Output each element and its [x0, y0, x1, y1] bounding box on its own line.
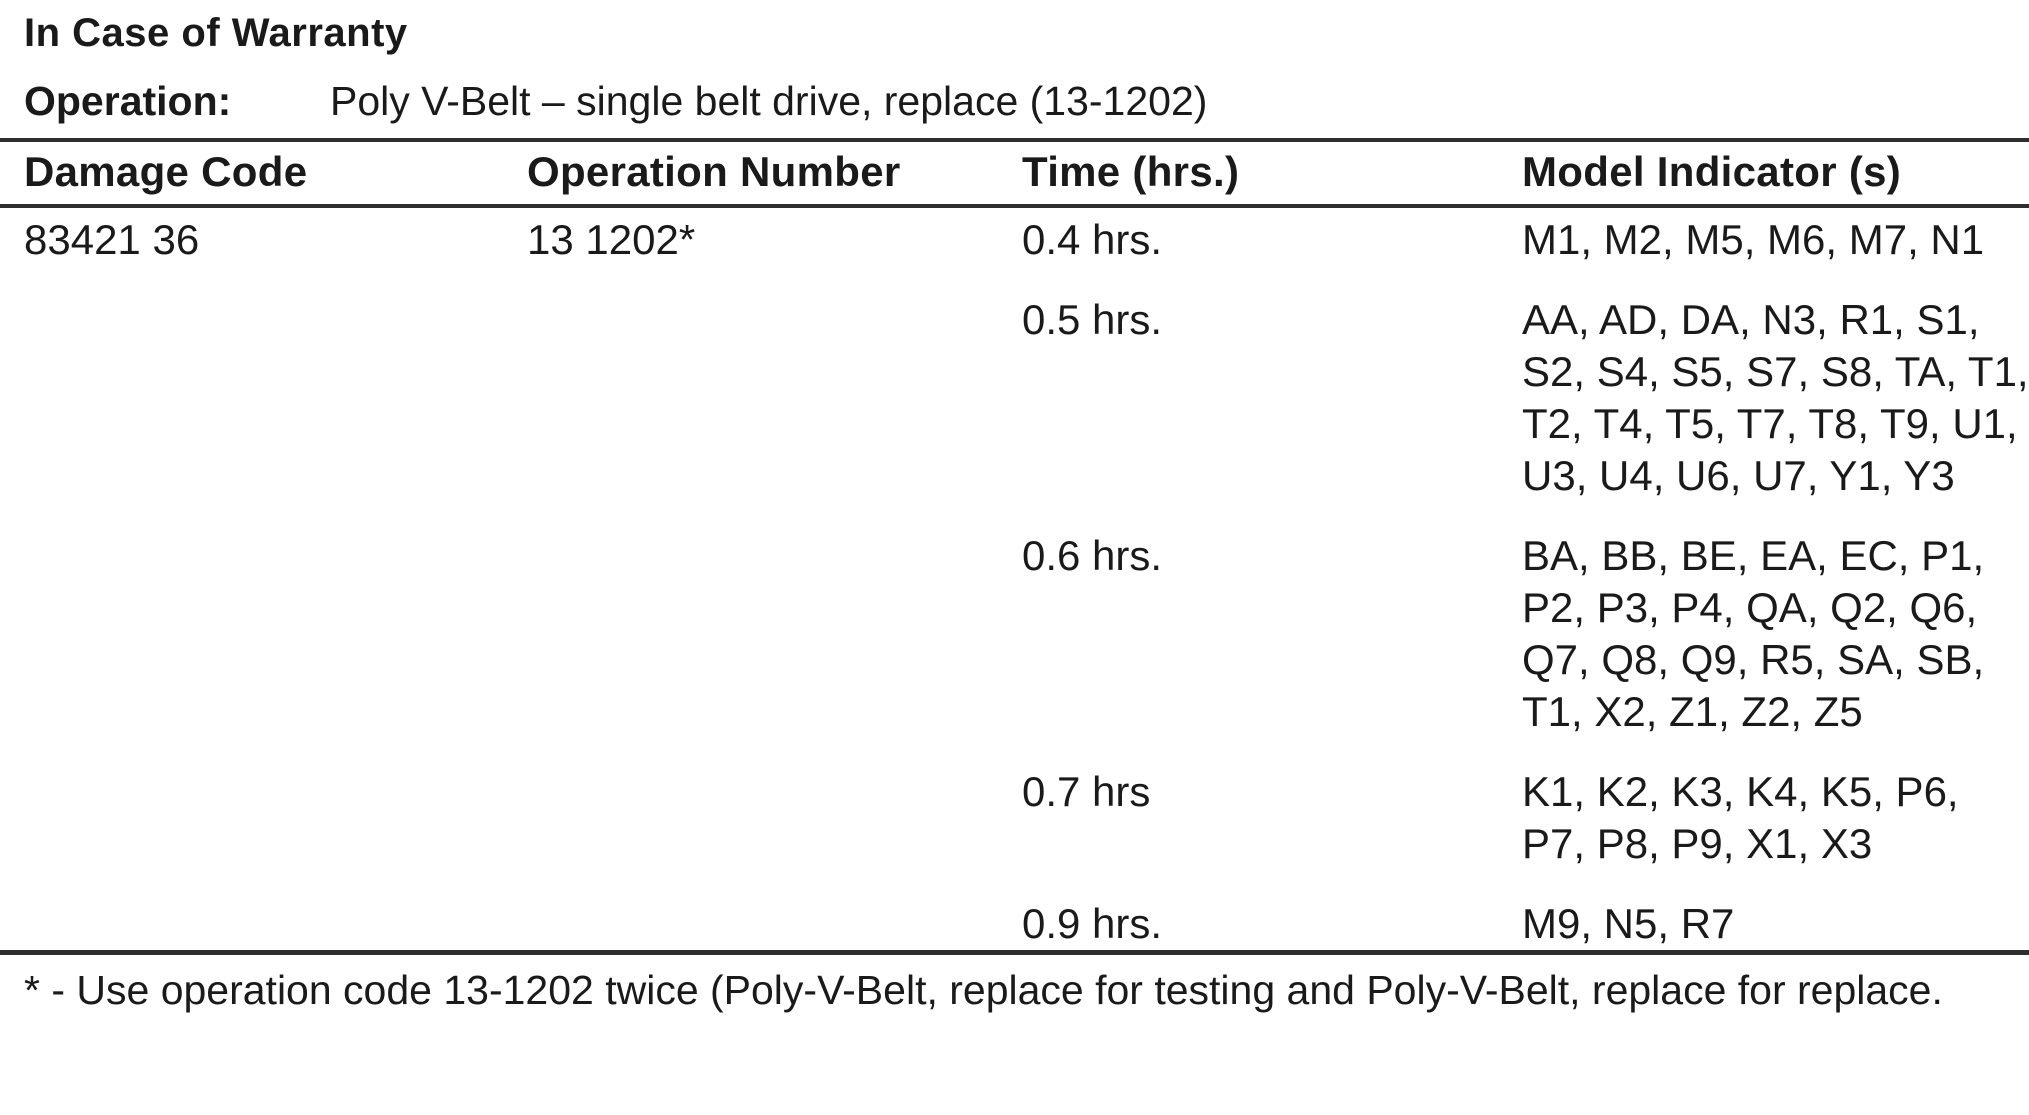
time-block-06	[1022, 530, 2029, 738]
damage-code-value: 83421 36	[24, 216, 200, 263]
table-header-row	[0, 142, 2029, 208]
model-indicators-value: M9, N5, R7	[1522, 900, 1735, 947]
time-block-05	[1022, 294, 2029, 502]
model-indicators-value: AA, AD, DA, N3, R1, S1, S2, S4, S5, S7, S8, TA, T1, T2, T4, T5, T7, T8, T9, U1, U3, U4, U6, U7, Y1, Y3	[1522, 296, 2029, 499]
header-model-indicators: Model Indicator (s)	[1522, 148, 1902, 195]
time-value: 0.7 hrs	[1022, 768, 1151, 815]
footnote: * - Use operation code 13-1202 twice (Poly-V-Belt, replace for testing and Poly-V-Belt, replace for replace.	[24, 967, 1943, 1013]
time-block-04	[1022, 214, 2029, 266]
operation-value: Poly V-Belt – single belt drive, replace (13-1202)	[330, 78, 1208, 124]
time-model-column	[1022, 214, 2029, 950]
page-title: In Case of Warranty	[24, 11, 408, 55]
header-damage-code: Damage Code	[24, 148, 308, 195]
model-indicators-value: K1, K2, K3, K4, K5, P6, P7, P8, P9, X1, X3	[1522, 768, 1959, 867]
document-page	[0, 10, 2029, 1115]
table-bottom-rule	[0, 950, 2029, 955]
time-value: 0.6 hrs.	[1022, 532, 1163, 579]
model-indicators-value: M1, M2, M5, M6, M7, N1	[1522, 216, 1985, 263]
operation-row	[24, 78, 2029, 124]
time-block-09	[1022, 898, 2029, 950]
operation-label: Operation:	[24, 78, 232, 124]
time-value: 0.5 hrs.	[1022, 296, 1163, 343]
time-value: 0.9 hrs.	[1022, 900, 1163, 947]
warranty-table	[0, 138, 2029, 955]
time-block-07	[1022, 766, 2029, 870]
time-value: 0.4 hrs.	[1022, 216, 1163, 263]
operation-number-value: 13 1202*	[527, 216, 696, 263]
header-operation-number: Operation Number	[527, 148, 901, 195]
model-indicators-value: BA, BB, BE, EA, EC, P1, P2, P3, P4, QA, Q2, Q6, Q7, Q8, Q9, R5, SA, SB, T1, X2, Z1, Z2, Z5	[1522, 532, 1985, 735]
table-body-row	[0, 208, 2029, 950]
header-time: Time (hrs.)	[1022, 148, 1240, 195]
